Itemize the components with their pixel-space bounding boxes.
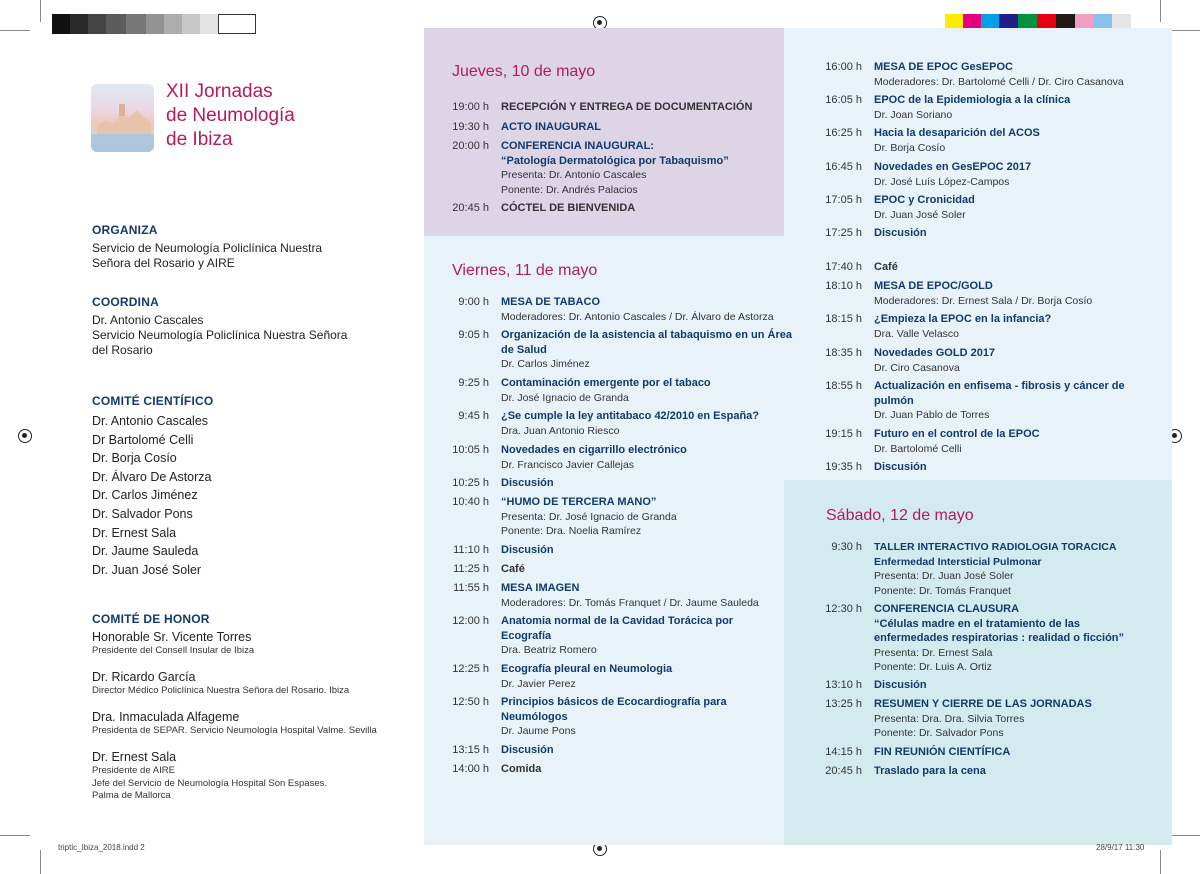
program-item	[825, 160, 1032, 189]
organiza-line: Señora del Rosario y AIRE	[92, 256, 235, 270]
program-time: 11:10 h	[453, 544, 489, 556]
title-line: de Ibiza	[166, 129, 233, 150]
committee-member: Dr. Salvador Pons	[92, 506, 193, 521]
crop-mark	[40, 0, 41, 22]
gray-swatch	[164, 14, 182, 34]
gray-swatch	[146, 14, 164, 34]
program-item	[825, 193, 975, 222]
honor-member	[92, 670, 349, 698]
program-item	[452, 443, 687, 472]
program-title: Discusión	[874, 679, 927, 691]
program-speaker: Presenta: Dr. José Ignacio de Granda	[501, 510, 677, 523]
title-line: de Neumología	[166, 105, 295, 126]
committee-member: Dr. Antonio Cascales	[92, 414, 209, 428]
organiza-heading: ORGANIZA	[92, 223, 158, 237]
program-time: 16:45 h	[825, 161, 862, 173]
program-item	[825, 346, 996, 375]
program-title: Enfermedad Intersticial Pulmonar	[874, 555, 1042, 568]
program-time: 14:00 h	[452, 763, 489, 775]
program-speaker: Ponente: Dra. Noelia Ramírez	[501, 525, 642, 537]
crop-mark	[40, 850, 41, 874]
program-time: 19:15 h	[825, 428, 862, 440]
program-time: 10:25 h	[452, 477, 489, 489]
program-time: 18:35 h	[825, 347, 862, 359]
program-title: CONFERENCIA CLAUSURA	[874, 603, 1020, 615]
program-time: 20:00 h	[452, 140, 489, 152]
program-speaker: Dr. Francisco Javier Callejas	[501, 458, 635, 471]
program-item	[453, 562, 525, 577]
footer-filename: triptic_Ibiza_2018.indd 2	[58, 843, 145, 852]
program-speaker: Presenta: Dr. Ernest Sala	[874, 646, 993, 659]
gray-swatch	[52, 14, 70, 34]
program-title: ACTO INAUGURAL	[501, 121, 602, 133]
program-time: 18:55 h	[825, 380, 862, 392]
program-speaker: Presenta: Dr. Juan José Soler	[874, 570, 1014, 582]
program-time: 17:25 h	[825, 227, 862, 239]
program-item	[452, 762, 542, 777]
program-time: 9:05 h	[458, 329, 489, 341]
program-item	[452, 120, 602, 135]
gray-swatch	[70, 14, 88, 34]
coordina-text	[92, 313, 347, 358]
program-item	[825, 745, 1011, 760]
program-time: 20:45 h	[825, 765, 862, 777]
program-speaker: Moderadores: Dr. Bartolomé Celli / Dr. Ciro Casanova	[874, 75, 1124, 88]
program-title: Neumólogos	[501, 710, 568, 723]
program-speaker: Ponente: Dr. Andrés Palacios	[501, 183, 638, 196]
program-title: Discusión	[501, 744, 554, 756]
program-title: Discusión	[501, 477, 554, 489]
program-item	[458, 376, 711, 405]
program-item	[825, 427, 1040, 456]
ibiza-skyline-icon	[91, 84, 154, 152]
program-item	[452, 743, 554, 758]
footer-timestamp: 28/9/17 11:30	[1096, 843, 1145, 852]
program-time: 18:15 h	[825, 313, 862, 325]
program-speaker: Dr. José Ignacio de Granda	[501, 391, 629, 404]
program-speaker: Dr. Joan Soriano	[874, 108, 953, 121]
program-title: TALLER INTERACTIVO RADIOLOGIA TORACICA	[874, 541, 1117, 553]
program-speaker: Dr. Juan Pablo de Torres	[874, 409, 990, 421]
program-time: 10:40 h	[452, 496, 489, 508]
crop-mark	[1160, 850, 1161, 874]
organiza-text	[92, 241, 322, 271]
program-time: 16:05 h	[825, 94, 862, 106]
program-item	[825, 126, 1040, 155]
program-item	[825, 764, 986, 779]
program-title: MESA DE TABACO	[501, 296, 600, 308]
program-title: Contaminación emergente por el tabaco	[501, 377, 711, 389]
program-title: Principios básicos de Ecocardiografía para	[501, 696, 727, 708]
program-time: 12:30 h	[825, 603, 862, 615]
honor-name: Honorable Sr. Vicente Torres	[92, 630, 252, 644]
program-title: CONFERENCIA INAUGURAL:	[501, 140, 654, 152]
program-title: Futuro en el control de la EPOC	[874, 428, 1040, 440]
program-time: 16:00 h	[825, 61, 862, 73]
program-time: 17:40 h	[825, 261, 862, 273]
program-speaker: Dr. Carlos Jiménez	[501, 358, 590, 370]
program-time: 19:30 h	[452, 121, 489, 133]
honor-role: Presidente del Consell Insular de Ibiza	[92, 645, 255, 656]
program-title: Actualización en enfisema - fibrosis y cáncer de	[874, 380, 1125, 392]
program-time: 13:25 h	[825, 698, 862, 710]
coordina-heading: COORDINA	[92, 295, 159, 309]
program-time: 11:25 h	[453, 563, 489, 575]
comite-honor-heading: COMITÉ DE HONOR	[92, 612, 210, 626]
program-time: 10:05 h	[452, 444, 489, 456]
program-time: 19:35 h	[825, 461, 862, 473]
event-title	[166, 80, 295, 152]
program-item	[458, 295, 774, 324]
program-speaker: Dra. Valle Velasco	[874, 327, 960, 340]
program-title: ¿Se cumple la ley antitabaco 42/2010 en España?	[501, 410, 760, 422]
title-line: XII Jornadas	[166, 81, 273, 102]
program-item	[453, 581, 759, 610]
gray-swatch	[200, 14, 218, 34]
program-item	[453, 543, 554, 558]
day-heading: Jueves, 10 de mayo	[452, 63, 596, 80]
program-speaker: Dr. Borja Cosío	[874, 141, 946, 154]
program-speaker: Dr. José Luís López-Campos	[874, 175, 1010, 188]
program-time: 12:00 h	[452, 615, 489, 627]
program-title: “Patología Dermatológica por Tabaquismo”	[501, 154, 729, 167]
program-time: 9:00 h	[458, 296, 489, 308]
honor-member	[92, 630, 254, 658]
honor-name: Dr. Ernest Sala	[92, 750, 177, 764]
crop-mark	[1170, 30, 1200, 31]
honor-name: Dra. Inmaculada Alfageme	[92, 710, 240, 724]
program-item	[452, 695, 727, 739]
program-speaker: Presenta: Dra. Dra. Silvia Torres	[874, 712, 1025, 725]
program-time: 14:15 h	[825, 746, 862, 758]
program-title: Discusión	[874, 461, 927, 473]
crop-mark	[1160, 0, 1161, 22]
program-time: 18:10 h	[825, 280, 862, 292]
ibiza-thumbnail	[91, 84, 154, 152]
program-title: Novedades en GesEPOC 2017	[874, 161, 1032, 173]
comite-cientifico-list	[92, 414, 212, 581]
program-speaker: Dr. Jaume Pons	[501, 725, 576, 737]
committee-member: Dr. Juan José Soler	[92, 562, 202, 577]
program-time: 12:50 h	[452, 696, 489, 708]
program-item	[452, 139, 729, 197]
program-title: Café	[501, 563, 525, 575]
program-speaker: Presenta: Dr. Antonio Cascales	[501, 169, 647, 181]
program-item	[831, 540, 1117, 598]
program-title: de Salud	[501, 343, 547, 356]
program-title: Café	[874, 261, 898, 273]
program-title: Discusión	[501, 544, 554, 556]
program-speaker: Dr. Javier Perez	[501, 677, 576, 690]
registration-mark-icon	[18, 429, 32, 443]
program-title: Novedades en cigarrillo electrónico	[501, 444, 687, 456]
program-title: Ecografía pleural en Neumologia	[501, 663, 673, 675]
gray-swatch	[106, 14, 126, 34]
committee-member: Dr. Ernest Sala	[92, 525, 177, 540]
program-title: MESA DE EPOC GesEPOC	[874, 61, 1013, 73]
program-title: Discusión	[874, 227, 927, 239]
program-item	[452, 662, 673, 691]
program-title: “Células madre en el tratamiento de las	[874, 617, 1081, 630]
program-speaker: Ponente: Dr. Luis A. Ortiz	[874, 661, 992, 673]
crop-mark	[0, 30, 30, 31]
program-item	[452, 201, 636, 216]
program-title: Hacia la desaparición del ACOS	[874, 127, 1040, 139]
honor-role: Director Médico Policlínica Nuestra Señora del Rosario. Ibiza	[92, 685, 350, 696]
comite-cientifico-heading: COMITÉ CIENTÍFICO	[92, 394, 214, 408]
gray-swatch	[88, 14, 106, 34]
program-time: 9:25 h	[458, 377, 489, 389]
program-speaker: Moderadores: Dr. Antonio Cascales / Dr. Álvaro de Astorza	[501, 310, 774, 323]
program-time: 11:55 h	[453, 582, 489, 594]
gray-swatch	[126, 14, 146, 34]
program-item	[825, 697, 1092, 741]
program-title: FIN REUNIÓN CIENTÍFICA	[874, 746, 1011, 758]
program-item	[825, 279, 1093, 308]
program-time: 9:30 h	[831, 541, 862, 553]
program-speaker: Dra. Juan Antonio Riesco	[501, 424, 620, 437]
program-item	[825, 260, 898, 275]
honor-member	[92, 710, 377, 738]
program-item	[452, 100, 753, 115]
program-item	[452, 614, 734, 658]
committee-member: Dr. Borja Cosío	[92, 451, 177, 466]
program-item	[825, 460, 927, 475]
program-time: 12:25 h	[452, 663, 489, 675]
program-item	[458, 409, 760, 438]
honor-name: Dr. Ricardo García	[92, 670, 196, 684]
program-speaker: Dr. Bartolomé Celli	[874, 442, 962, 455]
program-item	[458, 328, 792, 372]
program-title: Comida	[501, 763, 542, 775]
program-title: RECEPCIÓN Y ENTREGA DE DOCUMENTACIÓN	[501, 101, 753, 113]
program-speaker: Dra. Beatriz Romero	[501, 644, 597, 656]
committee-member: Dr. Jaume Sauleda	[92, 544, 199, 559]
program-time: 9:45 h	[458, 410, 489, 422]
program-time: 13:15 h	[452, 744, 489, 756]
committee-member: Dr Bartolomé Celli	[92, 432, 194, 447]
coordina-line: del Rosario	[92, 343, 153, 357]
program-time: 17:05 h	[825, 194, 862, 206]
crop-mark	[0, 835, 30, 836]
program-item	[825, 379, 1125, 423]
day-heading: Viernes, 11 de mayo	[452, 262, 598, 279]
program-item	[825, 602, 1125, 675]
program-speaker: Dr. Ciro Casanova	[874, 361, 960, 374]
program-title: EPOC de la Epidemiologia a la clínica	[874, 94, 1071, 106]
honor-role: Palma de Mallorca	[92, 790, 171, 801]
honor-role: Presidente de AIRE	[92, 765, 175, 776]
committee-member: Dr. Álvaro De Astorza	[92, 469, 212, 484]
program-title: ¿Empieza la EPOC en la infancia?	[874, 313, 1052, 325]
program-title: MESA DE EPOC/GOLD	[874, 280, 993, 292]
program-title: “HUMO DE TERCERA MANO”	[501, 496, 657, 508]
honor-member	[92, 750, 327, 803]
coordina-line: Dr. Antonio Cascales	[92, 313, 204, 327]
crop-mark	[1170, 835, 1200, 836]
program-time: 19:00 h	[452, 101, 489, 113]
program-time: 20:45 h	[452, 202, 489, 214]
gray-swatch	[182, 14, 200, 34]
honor-role: Jefe del Servicio de Neumología Hospital Son Espases.	[92, 777, 327, 789]
program-title: RESUMEN Y CIERRE DE LAS JORNADAS	[874, 698, 1092, 710]
program-item	[825, 60, 1124, 89]
program-speaker: Moderadores: Dr. Tomás Franquet / Dr. Jaume Sauleda	[501, 596, 759, 609]
program-title: Ecografía	[501, 629, 552, 642]
program-title: Novedades GOLD 2017	[874, 347, 996, 359]
coordina-line: Servicio Neumología Policlínica Nuestra Señora	[92, 328, 348, 342]
program-speaker: Dr. Juan José Soler	[874, 208, 966, 221]
day-heading: Sábado, 12 de mayo	[826, 507, 974, 524]
program-time: 13:10 h	[825, 679, 862, 691]
program-title: Organización de la asistencia al tabaquismo en un Área	[501, 329, 792, 341]
program-item	[825, 678, 927, 693]
program-speaker: Ponente: Dr. Tomás Franquet	[874, 584, 1011, 597]
program-title: CÓCTEL DE BIENVENIDA	[501, 202, 636, 214]
program-item	[452, 476, 554, 491]
program-title: enfermedades respiratorias : realidad o ficción”	[874, 632, 1125, 644]
committee-member: Dr. Carlos Jiménez	[92, 488, 198, 503]
honor-role: Presidenta de SEPAR. Servicio Neumología Hospital Valme. Sevilla	[92, 725, 377, 736]
program-time: 16:25 h	[825, 127, 862, 139]
program-item	[825, 93, 1071, 122]
program-speaker: Moderadores: Dr. Ernest Sala / Dr. Borja Cosío	[874, 294, 1093, 307]
program-title: Anatomia normal de la Cavidad Torácica por	[501, 615, 734, 627]
program-title: Traslado para la cena	[874, 765, 986, 777]
organiza-line: Servicio de Neumología Policlínica Nuestra	[92, 241, 323, 255]
program-title: pulmón	[874, 394, 914, 407]
program-item	[452, 495, 677, 539]
program-title: MESA IMAGEN	[501, 582, 580, 594]
program-item	[825, 312, 1052, 341]
gray-swatch	[218, 14, 256, 34]
program-item	[825, 226, 927, 241]
program-title: EPOC y Cronicidad	[874, 194, 975, 206]
program-speaker: Ponente: Dr. Salvador Pons	[874, 727, 1004, 739]
